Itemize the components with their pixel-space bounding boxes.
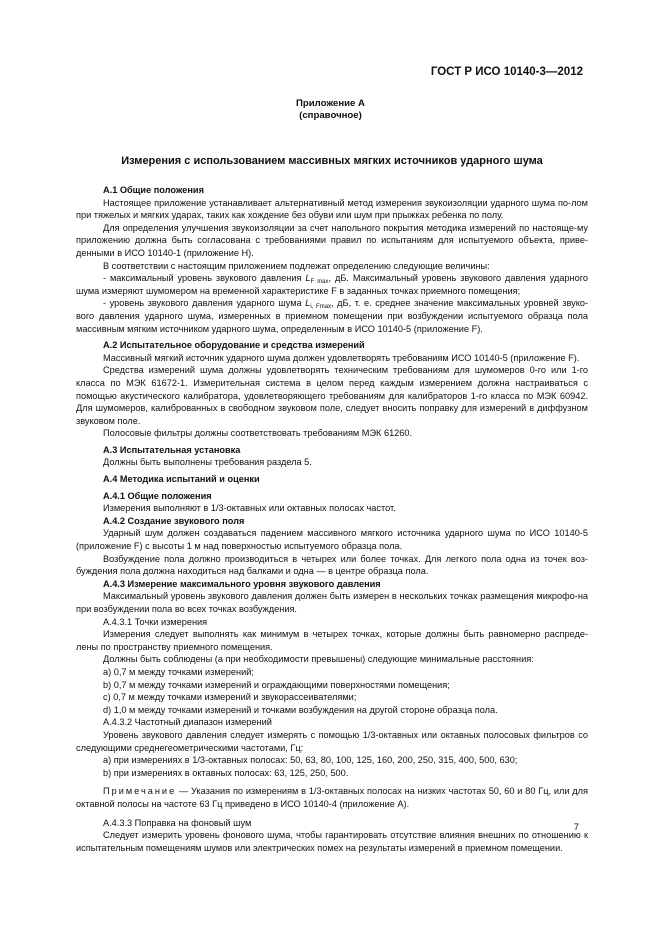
section-heading-a4: А.4 Методика испытаний и оценки xyxy=(103,474,260,485)
document-code: ГОСТ Р ИСО 10140-3—2012 xyxy=(430,66,583,78)
annex-type: (справочное) xyxy=(299,110,362,121)
paragraph: Возбуждение пола должно производиться в четырех или более точках. Для легкого пола одна из точек воз-буждения пола должна находиться над балками и одна — в центре образца пола. xyxy=(76,553,588,577)
annex-label: Приложение А xyxy=(296,98,365,109)
section-heading-a41: А.4.1 Общие положения xyxy=(103,490,212,501)
paragraph: В соответствии с настоящим приложением подлежат определению следующие величины: xyxy=(103,260,490,271)
paragraph: Средства измерений шума должны удовлетворять техническим требованиям для шумомеров 0-го или 1-го класса по МЭК 61672-1. Измерительная система в целом перед каждым измерением должна настраиваться с помощью акустического калибратора, удовлетворяющего требованиям для калибраторов 1-го класса по МЭК 60942. Для шумомеров, калиброванных в свободном звуковом поле, следует вносить поправку для измерений в диффузном звуковом поле. xyxy=(76,365,588,426)
page-number: 7 xyxy=(573,822,579,833)
document-body xyxy=(76,184,588,854)
section-heading-a43: А.4.3 Измерение максимального уровня звукового давления xyxy=(103,578,381,589)
note-text: — Указания по измерениям в 1/3-октавных полосах на низких частотах 50, 60 и 80 Гц, или для октавной полосы на частоте 63 Гц приведено в ИСО 10140-4 (приложение А). xyxy=(76,786,588,809)
annex-heading xyxy=(0,98,661,122)
section-heading-a433: А.4.3.3 Поправка на фоновый шум xyxy=(103,817,252,828)
list-item: а) при измерениях в 1/3-октавных полосах: 50, 63, 80, 100, 125, 160, 200, 250, 315, 400, 500, 630; xyxy=(103,755,518,766)
list-item: - уровень звукового давления ударного шума $L_{i, Fmax}$, дБ, т. е. среднее значение максимальных уровней звуко-вого давления ударного шума, измеренных в приемном помещении при возбуждении испытуемого образца пола массивным мягким источником ударного шума, определенным в ИСО 10140-5 (приложение F). xyxy=(76,298,589,334)
paragraph: Измерения следует выполнять как минимум в четырех точках, которые должны быть равномерно распреде-лены по пространству приемного помещения. xyxy=(76,629,588,652)
section-heading-a431: А.4.3.1 Точки измерения xyxy=(103,616,208,627)
paragraph: Максимальный уровень звукового давления должен быть измерен в нескольких точках размещения микрофо-на при возбуждении пола во всех точках возбуждения. xyxy=(76,591,588,614)
paragraph: Полосовые фильтры должны соответствовать требованиям МЭК 61260. xyxy=(103,428,413,439)
paragraph: Должны быть соблюдены (а при необходимости превышены) следующие минимальные расстояния: xyxy=(103,654,534,665)
annex-title: Измерения с использованием массивных мягких источников ударного шума xyxy=(121,155,543,167)
list-item: с) 0,7 м между точками измерений и звукорассеивателями; xyxy=(103,692,357,703)
list-item: b) при измерениях в октавных полосах: 63, 125, 250, 500. xyxy=(103,767,349,778)
list-item: b) 0,7 м между точками измерений и ограждающими поверхностями помещения; xyxy=(103,679,450,690)
note-label: Примечание xyxy=(103,786,177,797)
list-item: d) 1,0 м между точками измерений и точками возбуждения на другой стороне образца пола. xyxy=(103,704,498,715)
list-item: - максимальный уровень звукового давления $L_{F max}$, дБ. Максимальный уровень звукового давления ударного шума измеряют шумомером на временной характеристике F в заданных точках приемного помещения; xyxy=(76,273,588,296)
paragraph: Измерения выполняют в 1/3-октавных или октавных полосах частот. xyxy=(103,503,396,514)
paragraph: Для определения улучшения звукоизоляции за счет напольного покрытия методика измерений по настояще-му приложению должна быть согласована с требованиями правил по испытаниям для испытуемого объекта, приве-денными в ИСО 10140-1 (приложение Н). xyxy=(76,222,588,258)
paragraph: Уровень звукового давления следует измерять с помощью 1/3-октавных или октавных полосовых фильтров со следующими среднегеометрическими частотами, Гц: xyxy=(76,729,588,753)
paragraph: Следует измерить уровень фонового шума, чтобы гарантировать отсутствие влияния внешних по отношению к испытательным помещениям шумов или электрических помех на результаты измерений в приемном помещении. xyxy=(76,830,588,853)
paragraph: Должны быть выполнены требования раздела 5. xyxy=(103,457,312,468)
paragraph: Настоящее приложение устанавливает альтернативный метод измерения звукоизоляции ударного шума по-лом при тяжелых и мягких ударах, таких как хождение без обуви или шум при прыжках ребенка по полу. xyxy=(76,197,588,221)
note xyxy=(76,785,588,810)
section-heading-a1: А.1 Общие положения xyxy=(103,185,204,195)
section-heading-a3: А.3 Испытательная установка xyxy=(103,444,241,455)
list-item: а) 0,7 м между точками измерений; xyxy=(103,666,254,677)
paragraph: Ударный шум должен создаваться падением массивного мягкого источника ударного шума по ИСО 10140-5 (приложение F) с высоты 1 м над поверхностью испытуемого образца пола. xyxy=(76,528,588,552)
section-heading-a2: А.2 Испытательное оборудование и средства измерений xyxy=(103,340,365,351)
paragraph: Массивный мягкий источник ударного шума должен удовлетворять требованиям ИСО 10140-5 (приложение F). xyxy=(103,352,580,363)
section-heading-a432: А.4.3.2 Частотный диапазон измерений xyxy=(103,717,272,728)
section-heading-a42: А.4.2 Создание звукового поля xyxy=(103,515,245,526)
